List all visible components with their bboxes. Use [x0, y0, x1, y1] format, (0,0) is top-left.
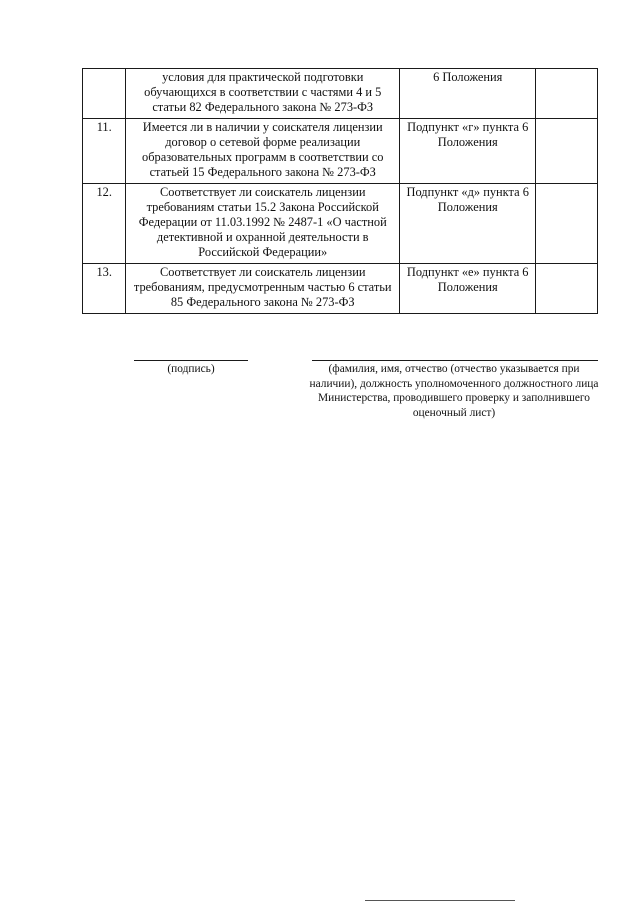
row-number: 13. [83, 264, 126, 314]
name-position-caption: (фамилия, имя, отчество (отчество указывается при наличии), должность уполномоченного должностного лица Министерства, проводившего проверку и заполнившего оценочный лист) [309, 363, 599, 419]
signature-caption: (подпись) [167, 363, 215, 375]
row-number: 12. [83, 184, 126, 264]
criterion-text: условия для практической подготовки обучающихся в соответствии с частями 4 и 5 статьи 82 Федерального закона № 273-ФЗ [126, 69, 400, 119]
table-row [83, 184, 598, 264]
table-row [83, 119, 598, 184]
criterion-text: Имеется ли в наличии у соискателя лицензии договор о сетевой форме реализации образовательных программ в соответствии со статьей 15 Федерального закона № 273-ФЗ [126, 119, 400, 184]
legal-reference: Подпункт «е» пункта 6 Положения [400, 264, 536, 314]
row-number [83, 69, 126, 119]
criteria-table [82, 68, 598, 314]
assessment-cell [536, 69, 598, 119]
bottom-rule [365, 900, 515, 901]
criterion-text: Соответствует ли соискатель лицензии требованиям статьи 15.2 Закона Российской Федерации от 11.03.1992 № 2487-1 «О частной детективной и охранной деятельности в Российской Федерации» [126, 184, 400, 264]
legal-reference: 6 Положения [400, 69, 536, 119]
signature-line [134, 360, 248, 361]
table-row [83, 69, 598, 119]
row-number: 11. [83, 119, 126, 184]
criterion-text: Соответствует ли соискатель лицензии требованиям, предусмотренным частью 6 статьи 85 Федерального закона № 273-ФЗ [126, 264, 400, 314]
assessment-cell [536, 119, 598, 184]
assessment-cell [536, 264, 598, 314]
legal-reference: Подпункт «г» пункта 6 Положения [400, 119, 536, 184]
name-line [312, 360, 598, 361]
table-row [83, 264, 598, 314]
legal-reference: Подпункт «д» пункта 6 Положения [400, 184, 536, 264]
assessment-cell [536, 184, 598, 264]
